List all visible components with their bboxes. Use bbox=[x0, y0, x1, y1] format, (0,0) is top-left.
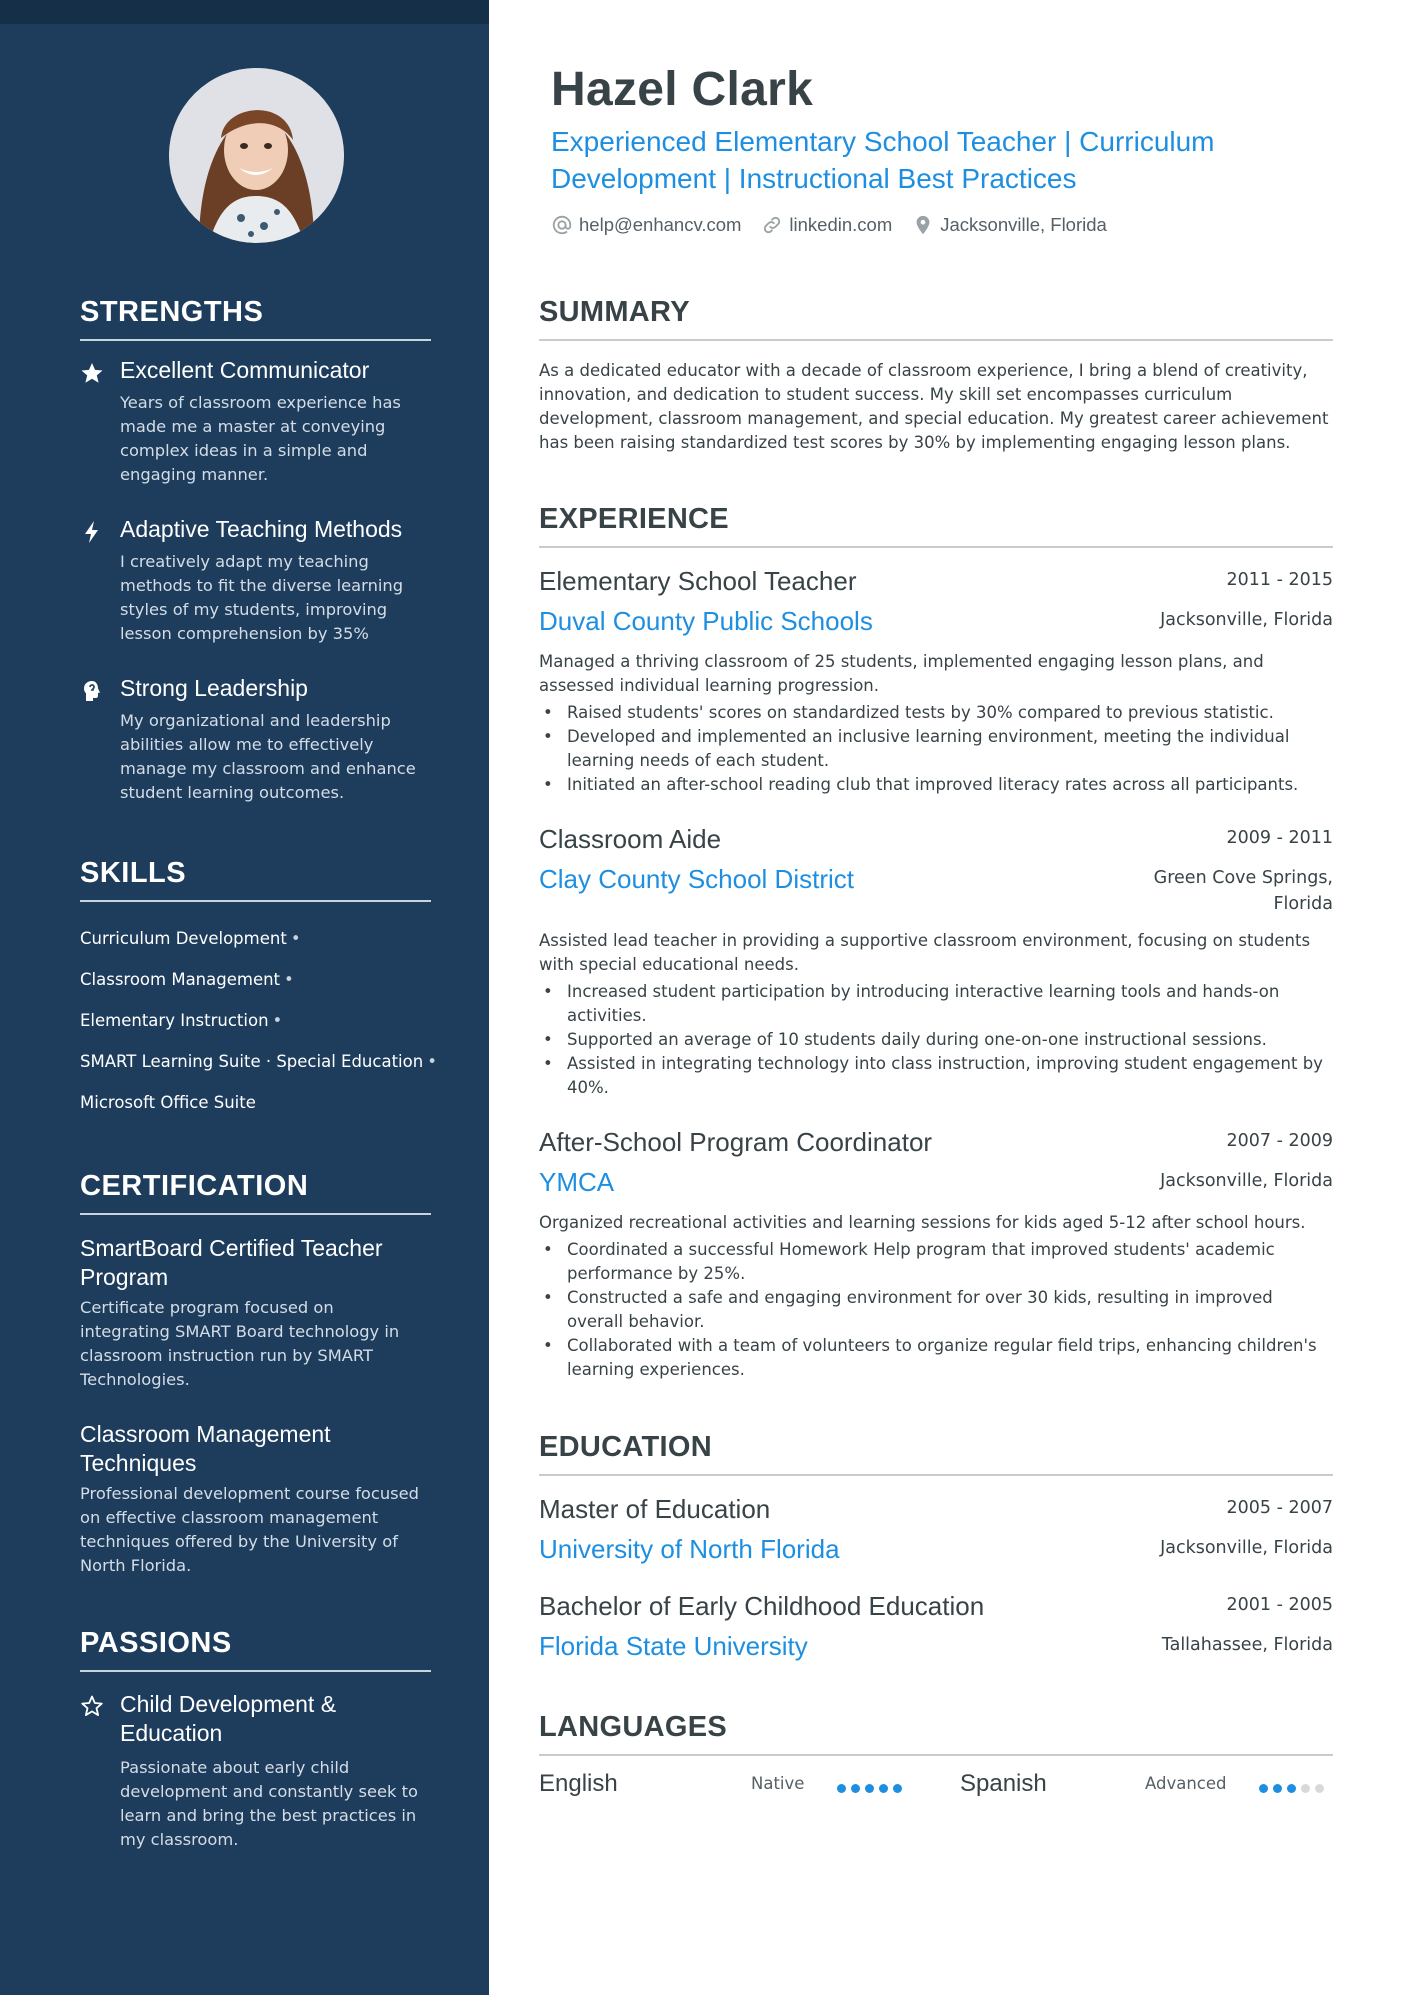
education-school: University of North Florida bbox=[539, 1534, 840, 1564]
rating-dot bbox=[1259, 1784, 1268, 1793]
summary-text: As a dedicated educator with a decade of classroom experience, I bring a blend of creativity, innovation, and dedication to student success. My skill set encompasses curriculum development, classroom management, and special education. My greatest career achievement has been raising standardized test scores by 30% by implementing engaging lesson plans. bbox=[539, 361, 1329, 452]
job-bullet: • Increased student participation by introducing interactive learning tools and hands-on activities. bbox=[539, 980, 1333, 1028]
job-bullet: • Developed and implemented an inclusive learning environment, meeting the individual learning needs of each student. bbox=[539, 725, 1333, 773]
skill-separator: • bbox=[272, 1011, 283, 1030]
skill-separator: • bbox=[284, 970, 294, 989]
skills-list bbox=[80, 918, 460, 1123]
skill-text: Classroom Management bbox=[80, 970, 281, 989]
rating-dot bbox=[1273, 1784, 1282, 1793]
job-company: Clay County School District bbox=[539, 864, 854, 894]
job-dates: 2011 - 2015 bbox=[1226, 570, 1333, 590]
strength-desc: Years of classroom experience has made me a master at conveying complex ideas in a simple and engaging manner. bbox=[120, 393, 401, 484]
language-rating bbox=[837, 1784, 902, 1793]
skill-text: Elementary Instruction bbox=[80, 1011, 269, 1030]
location-pin-icon bbox=[912, 214, 934, 236]
skill-item bbox=[80, 959, 460, 1000]
contact-row bbox=[551, 210, 1107, 240]
certification-item bbox=[80, 1234, 440, 1392]
contact-location-text: Jacksonville, Florida bbox=[940, 214, 1107, 235]
skill-text: Curriculum Development bbox=[80, 929, 287, 948]
certification-title: SmartBoard Certified Teacher Program bbox=[80, 1235, 383, 1290]
candidate-headline: Experienced Elementary School Teacher | Curriculum Development | Instructional Best Practices bbox=[551, 126, 1215, 194]
job-bullets bbox=[539, 980, 1333, 1100]
language-rating bbox=[1259, 1784, 1324, 1793]
skill-separator: • bbox=[427, 1052, 437, 1071]
summary-heading: SUMMARY bbox=[539, 296, 1333, 341]
rating-dot bbox=[1287, 1784, 1296, 1793]
rating-dot bbox=[851, 1784, 860, 1793]
skills-heading: SKILLS bbox=[80, 857, 431, 902]
job-company: YMCA bbox=[539, 1167, 615, 1197]
sidebar bbox=[0, 0, 489, 1995]
rating-dot bbox=[865, 1784, 874, 1793]
job-company: Duval County Public Schools bbox=[539, 606, 873, 636]
language-name: Spanish bbox=[960, 1770, 1047, 1797]
language-level: Advanced bbox=[1145, 1774, 1227, 1793]
sidebar-top-strip bbox=[0, 0, 489, 24]
languages-row bbox=[539, 1770, 1333, 1804]
job-title: After-School Program Coordinator bbox=[539, 1127, 933, 1157]
skill-text: Microsoft Office Suite bbox=[80, 1093, 256, 1112]
skill-separator: • bbox=[290, 929, 301, 948]
skill-item bbox=[80, 1082, 460, 1123]
strength-desc: I creatively adapt my teaching methods to fit the diverse learning styles of my students, improving lesson comprehension by 35% bbox=[120, 552, 404, 643]
job-title: Classroom Aide bbox=[539, 824, 722, 854]
education-degree: Bachelor of Early Childhood Education bbox=[539, 1591, 985, 1621]
job-bullet: • Collaborated with a team of volunteers to organize regular field trips, enhancing children's learning experiences. bbox=[539, 1334, 1333, 1382]
contact-linkedin[interactable] bbox=[761, 214, 892, 236]
passion-title: Child Development & Education bbox=[120, 1691, 337, 1746]
job-bullet: • Supported an average of 10 students daily during one-on-one instructional sessions. bbox=[539, 1028, 1333, 1052]
education-dates: 2005 - 2007 bbox=[1226, 1498, 1333, 1518]
job-location: Green Cove Springs, Florida bbox=[1153, 868, 1333, 914]
avatar bbox=[169, 68, 344, 243]
job-title: Elementary School Teacher bbox=[539, 566, 857, 596]
skill-item bbox=[80, 1041, 460, 1082]
skill-text: SMART Learning Suite · Special Education bbox=[80, 1052, 424, 1071]
contact-email-text: help@enhancv.com bbox=[579, 214, 742, 235]
education-degree: Master of Education bbox=[539, 1494, 771, 1524]
contact-location bbox=[912, 214, 1107, 236]
lightning-icon bbox=[80, 520, 104, 544]
skill-item bbox=[80, 918, 460, 959]
job-bullets bbox=[539, 1238, 1333, 1382]
rating-dot bbox=[1301, 1784, 1310, 1793]
job-dates: 2009 - 2011 bbox=[1226, 828, 1333, 848]
strengths-heading: STRENGTHS bbox=[80, 296, 431, 341]
education-location: Jacksonville, Florida bbox=[1160, 1538, 1333, 1558]
contact-linkedin-text: linkedin.com bbox=[789, 214, 893, 235]
job-dates: 2007 - 2009 bbox=[1226, 1131, 1333, 1151]
link-icon bbox=[761, 214, 783, 236]
education-location: Tallahassee, Florida bbox=[1161, 1635, 1333, 1655]
job-bullet: • Coordinated a successful Homework Help program that improved students' academic performance by 25%. bbox=[539, 1238, 1333, 1286]
strength-desc: My organizational and leadership abilities allow me to effectively manage my classroom and enhance student learning outcomes. bbox=[120, 711, 416, 802]
passion-desc: Passionate about early child development and constantly seek to learn and bring the best practices in my classroom. bbox=[120, 1758, 418, 1849]
candidate-name: Hazel Clark bbox=[551, 63, 814, 116]
job-bullet: • Initiated an after-school reading club that improved literacy rates across all participants. bbox=[539, 773, 1333, 797]
job-bullet: • Constructed a safe and engaging environment for over 30 kids, resulting in improved overall behavior. bbox=[539, 1286, 1333, 1334]
rating-dot bbox=[837, 1784, 846, 1793]
certification-desc: Professional development course focused on effective classroom management techniques offered by the University of North Florida. bbox=[80, 1484, 419, 1575]
at-icon bbox=[551, 214, 573, 236]
strength-title: Excellent Communicator bbox=[120, 357, 370, 383]
language-name: English bbox=[539, 1770, 618, 1797]
star-outline-icon bbox=[80, 1694, 104, 1718]
certification-title: Classroom Management Techniques bbox=[80, 1421, 331, 1476]
main-content bbox=[489, 0, 1410, 1995]
rating-dot bbox=[893, 1784, 902, 1793]
star-icon bbox=[80, 361, 104, 385]
job-summary: Organized recreational activities and learning sessions for kids aged 5-12 after school hours. bbox=[539, 1213, 1306, 1232]
certification-item bbox=[80, 1420, 440, 1578]
education-heading: EDUCATION bbox=[539, 1431, 1333, 1476]
strength-title: Strong Leadership bbox=[120, 675, 308, 701]
rating-dot bbox=[1315, 1784, 1324, 1793]
job-summary: Managed a thriving classroom of 25 students, implemented engaging lesson plans, and assessed individual learning progression. bbox=[539, 652, 1264, 695]
brain-icon bbox=[80, 679, 104, 703]
skill-item bbox=[80, 1000, 460, 1041]
job-location: Jacksonville, Florida bbox=[1160, 1171, 1333, 1191]
education-dates: 2001 - 2005 bbox=[1226, 1595, 1333, 1615]
strength-title: Adaptive Teaching Methods bbox=[120, 516, 403, 542]
education-school: Florida State University bbox=[539, 1631, 808, 1661]
avatar-portrait bbox=[169, 68, 344, 243]
certification-desc: Certificate program focused on integrating SMART Board technology in classroom instruction run by SMART Technologies. bbox=[80, 1298, 400, 1389]
language-level: Native bbox=[751, 1774, 805, 1793]
certification-heading: CERTIFICATION bbox=[80, 1170, 431, 1215]
job-bullet: • Raised students' scores on standardized tests by 30% compared to previous statistic. bbox=[539, 701, 1333, 725]
passions-heading: PASSIONS bbox=[80, 1627, 431, 1672]
job-bullet: • Assisted in integrating technology into class instruction, improving student engagement by 40%. bbox=[539, 1052, 1333, 1100]
job-summary: Assisted lead teacher in providing a supportive classroom environment, focusing on students with special educational needs. bbox=[539, 931, 1311, 974]
job-location: Jacksonville, Florida bbox=[1160, 610, 1333, 630]
job-bullets bbox=[539, 701, 1333, 797]
languages-heading: LANGUAGES bbox=[539, 1711, 1333, 1756]
experience-heading: EXPERIENCE bbox=[539, 503, 1333, 548]
rating-dot bbox=[879, 1784, 888, 1793]
contact-email[interactable] bbox=[551, 214, 741, 236]
